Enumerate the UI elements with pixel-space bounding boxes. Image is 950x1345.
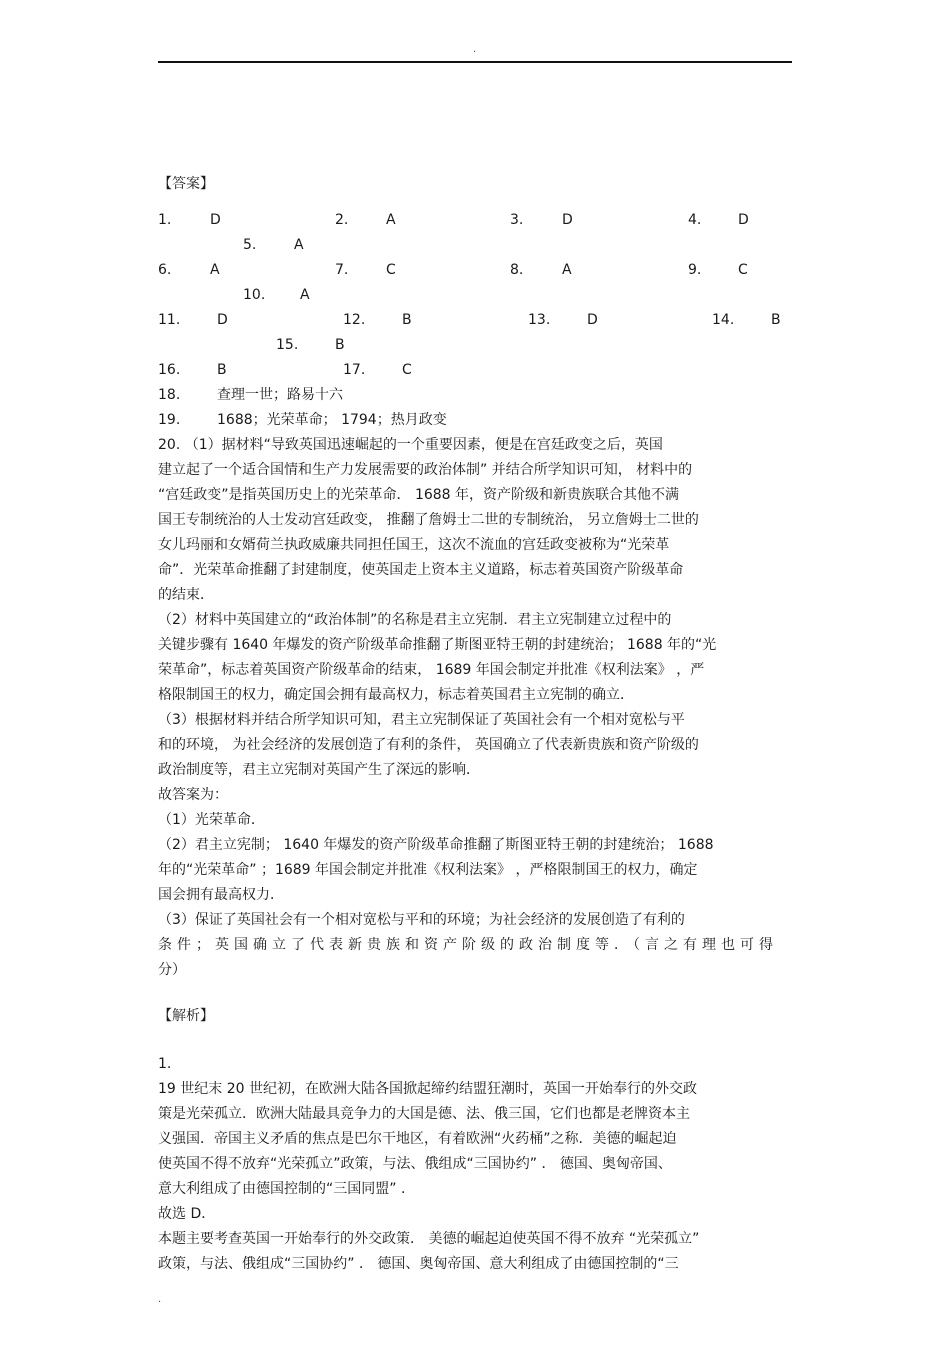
mc-number: 8.: [510, 262, 524, 278]
text-line: 的结束．: [158, 587, 214, 603]
text-line: 命”．光荣革命推翻了封建制度，使英国走上资本主义道路，标志着英国资产阶级革命: [158, 562, 684, 578]
mc-number: 10.: [243, 287, 266, 303]
text-line: 故选 D．: [158, 1206, 216, 1222]
text-line: （2）君主立宪制； 1640 年爆发的资产阶级革命推翻了斯图亚特王朝的封建统治； 1688: [158, 837, 714, 853]
text-line: 和的环境， 为社会经济的发展创造了有利的条件， 英国确立了代表新贵族和资产阶级的: [158, 737, 699, 753]
mc-answer: B: [402, 312, 412, 328]
q18-number: 18.: [158, 387, 181, 403]
mc-number: 7.: [335, 262, 349, 278]
text-line: 1.: [158, 1056, 172, 1072]
text-line: 女儿玛丽和女婿荷兰执政威廉共同担任国王，这次不流血的宫廷政变被称为“光荣革: [158, 537, 670, 553]
mc-number: 11.: [158, 312, 181, 328]
text-line: 年的“光荣革命” ；1689 年国会制定并批准《权利法案》 ，严格限制国王的权力，确定: [158, 862, 698, 878]
mc-number: 5.: [243, 237, 257, 253]
mc-number: 4.: [688, 212, 702, 228]
mc-number: 15.: [276, 337, 299, 353]
footer-dot: .: [158, 1294, 162, 1305]
text-line: 本题主要考查英国一开始奉行的外交政策． 美德的崛起迫使英国不得不放弃 “光荣孤立”: [158, 1231, 700, 1247]
text-line: 19 世纪末 20 世纪初，在欧洲大陆各国掀起缔约结盟狂潮时，英国一开始奉行的外交政: [158, 1081, 697, 1097]
q18-answer: 查理一世；路易十六: [217, 387, 343, 403]
text-line: 国会拥有最高权力．: [158, 887, 284, 903]
answer-heading: 【答案】: [158, 176, 214, 192]
text-line: 荣革命”，标志着英国资产阶级革命的结束， 1689 年国会制定并批准《权利法案》 ，严: [158, 662, 705, 678]
text-line: 义强国．帝国主义矛盾的焦点是巴尔干地区，有着欧洲“火药桶”之称．美德的崛起迫: [158, 1131, 677, 1147]
mc-answer: D: [217, 312, 228, 328]
text-line: 国王专制统治的人士发动宫廷政变， 推翻了詹姆士二世的专制统治， 另立詹姆士二世的: [158, 512, 699, 528]
text-line: “宫廷政变”是指英国历史上的光荣革命． 1688 年，资产阶级和新贵族联合其他不满: [158, 487, 680, 503]
mc-number: 9.: [688, 262, 702, 278]
mc-answer: A: [562, 262, 572, 278]
text-line: 意大利组成了由德国控制的“三国同盟” ．: [158, 1181, 415, 1197]
mc-number: 17.: [343, 362, 366, 378]
mc-answer: D: [210, 212, 221, 228]
mc-number: 13.: [528, 312, 551, 328]
text-line: 条件；英国确立了代表新贵族和资产阶级的政治制度等．（言之有理也可得: [158, 937, 778, 953]
mc-answer: A: [300, 287, 310, 303]
text-line: 使英国不得不放弃“光荣孤立”政策，与法、俄组成“三国协约” ． 德国、奥匈帝国、: [158, 1156, 672, 1172]
analysis-heading: 【解析】: [158, 1008, 214, 1024]
text-line: 策是光荣孤立．欧洲大陆最具竞争力的大国是德、法、俄三国，它们也都是老牌资本主: [158, 1106, 690, 1122]
mc-number: 1.: [158, 212, 172, 228]
text-line: 故答案为：: [158, 787, 228, 803]
mc-number: 16.: [158, 362, 181, 378]
mc-answer: C: [738, 262, 748, 278]
mc-answer: B: [217, 362, 227, 378]
text-line: 格限制国王的权力，确定国会拥有最高权力，标志着英国君主立宪制的确立．: [158, 687, 634, 703]
header-rule: [158, 61, 792, 63]
mc-answer: D: [562, 212, 573, 228]
text-line: （3）根据材料并结合所学知识可知，君主立宪制保证了英国社会有一个相对宽松与平: [158, 712, 685, 728]
mc-answer: A: [386, 212, 396, 228]
mc-answer: C: [402, 362, 412, 378]
mc-answer: A: [294, 237, 304, 253]
mc-answer: B: [335, 337, 345, 353]
q19-number: 19.: [158, 412, 181, 428]
text-line: （3）保证了英国社会有一个相对宽松与平和的环境；为社会经济的发展创造了有利的: [158, 912, 685, 928]
text-line: 政治制度等，君主立宪制对英国产生了深远的影响．: [158, 762, 480, 778]
mc-number: 3.: [510, 212, 524, 228]
mc-answer: A: [210, 262, 220, 278]
mc-number: 2.: [335, 212, 349, 228]
header-dot: .: [473, 44, 477, 55]
text-line: 关键步骤有 1640 年爆发的资产阶级革命推翻了斯图亚特王朝的封建统治； 1688 年的“光: [158, 637, 717, 653]
mc-answer: B: [771, 312, 781, 328]
text-line: 分）: [158, 962, 186, 978]
mc-number: 6.: [158, 262, 172, 278]
mc-number: 14.: [712, 312, 735, 328]
mc-answer: C: [386, 262, 396, 278]
mc-answer: D: [738, 212, 749, 228]
mc-answer: D: [587, 312, 598, 328]
text-line: 建立起了一个适合国情和生产力发展需要的政治体制” 并结合所学知识可知， 材料中的: [158, 462, 693, 478]
mc-number: 12.: [343, 312, 366, 328]
text-line: （2）材料中英国建立的“政治体制”的名称是君主立宪制．君主立宪制建立过程中的: [158, 612, 672, 628]
text-line: 20. （1）据材料“导致英国迅速崛起的一个重要因素，便是在宫廷政变之后，英国: [158, 437, 663, 453]
text-line: （1）光荣革命．: [158, 812, 265, 828]
q19-answer: 1688；光荣革命； 1794；热月政变: [217, 412, 447, 428]
text-line: 政策，与法、俄组成“三国协约” ． 德国、奥匈帝国、意大利组成了由德国控制的“三: [158, 1256, 679, 1272]
